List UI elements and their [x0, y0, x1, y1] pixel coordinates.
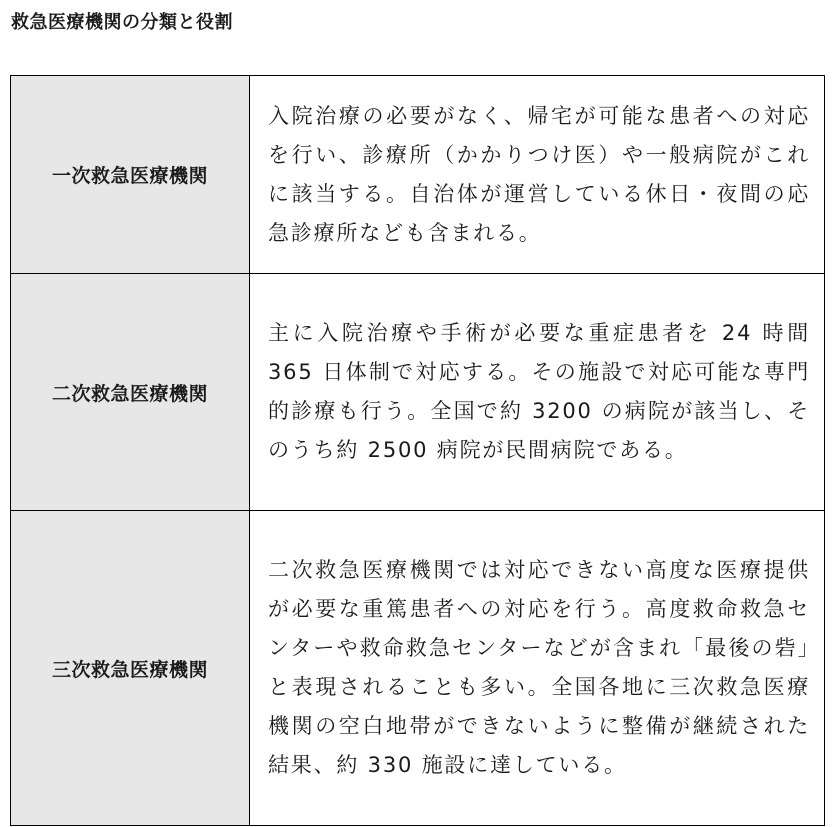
table-row	[11, 274, 825, 511]
row-description-secondary: 主に入院治療や手術が必要な重症患者を 24 時間 365 日体制で対応する。その施設で対応可能な専門的診療も行う。全国で約 3200 の病院が該当し、そのうち約 2500 病院が民間病院である。	[250, 274, 825, 511]
row-label-primary: 一次救急医療機関	[11, 76, 250, 274]
page-title: 救急医療機関の分類と役割	[11, 12, 233, 33]
table-row	[11, 76, 825, 274]
row-description-tertiary: 二次救急医療機関では対応できない高度な医療提供が必要な重篤患者への対応を行う。高度救命救急センターや救命救急センターなどが含まれ「最後の砦」と表現されることも多い。全国各地に三次救急医療機関の空白地帯ができないように整備が継続された結果、約 330 施設に達している。	[250, 511, 825, 826]
classification-table	[10, 75, 825, 826]
table-row	[11, 511, 825, 826]
row-label-tertiary: 三次救急医療機関	[11, 511, 250, 826]
row-description-primary: 入院治療の必要がなく、帰宅が可能な患者への対応を行い、診療所（かかりつけ医）や一般病院がこれに該当する。自治体が運営している休日・夜間の応急診療所なども含まれる。	[250, 76, 825, 274]
row-label-secondary: 二次救急医療機関	[11, 274, 250, 511]
